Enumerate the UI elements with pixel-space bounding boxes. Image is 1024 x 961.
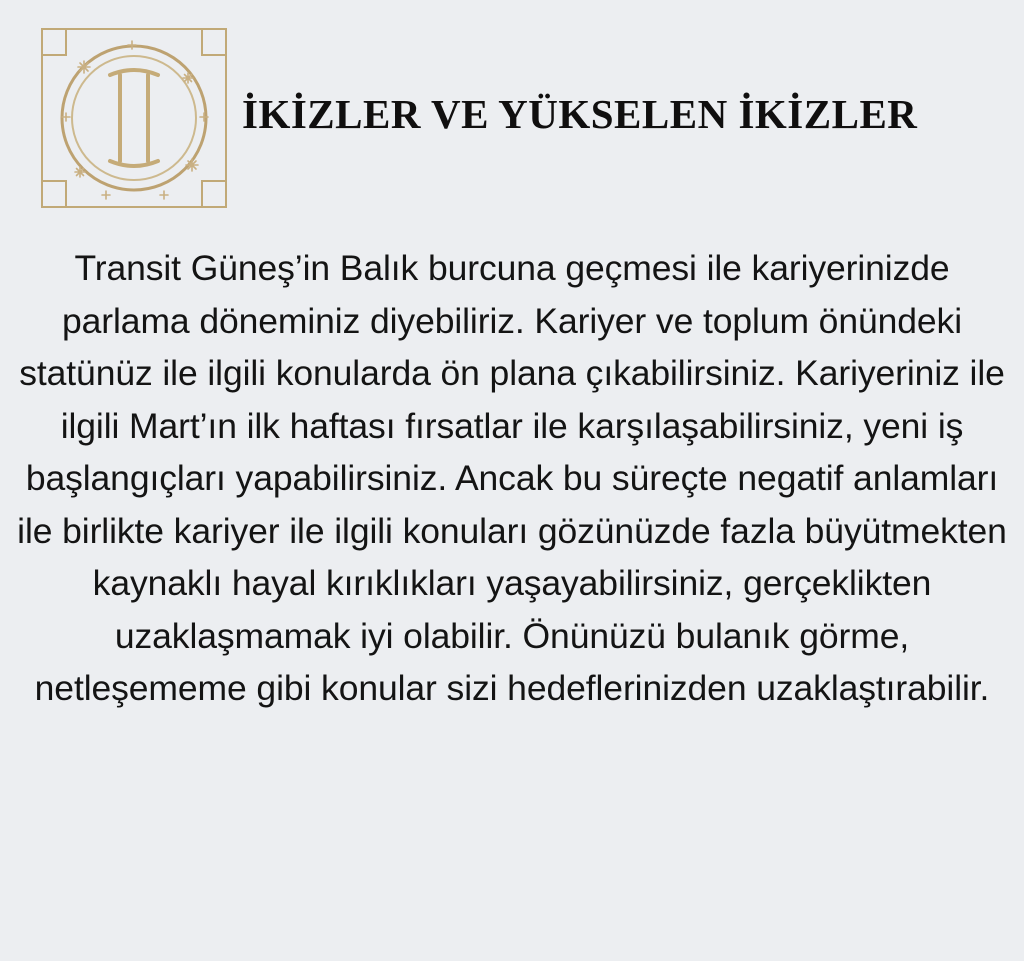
page-title: İKİZLER VE YÜKSELEN İKİZLER xyxy=(242,91,918,138)
horoscope-paragraph xyxy=(16,242,1008,715)
paragraph-text: Transit Güneş’in Balık burcuna geçmesi ile kariyerinizde parlama döneminiz diyebiliriz. Kariyer ve toplum önündeki statünüz ile ilgili konularda ön plana çıkabilirsiniz. Kariyeriniz ile ilgili Mart’ın ilk haftası fırsatlar ile karşılaşabilirsiniz, yeni iş başlangıçları yapabilirsiniz. Ancak bu süreçte negatif anlamları ile birlikte kariyer ile ilgili konuları gözünüzde fazla büyütmekten kaynaklı hayal kırıklıkları yaşayabilirsiniz, gerçeklikten uzaklaşmamak iyi olabilir. Önünüzü bulanık görme, netleşememe gibi konular sizi hedeflerinizden uzaklaştırabilir. xyxy=(17,248,1007,709)
document-header xyxy=(0,0,1024,210)
gemini-zodiac-emblem-icon xyxy=(36,25,232,211)
